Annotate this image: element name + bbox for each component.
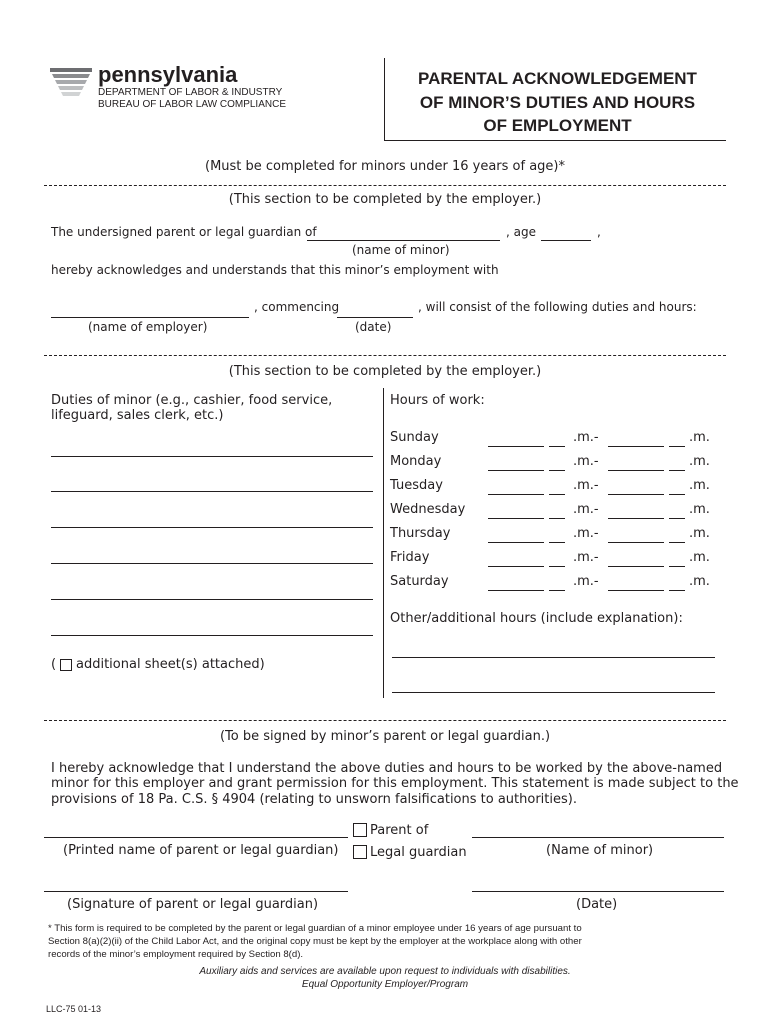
minor-name-field[interactable] [307, 240, 500, 241]
am-pm-to-label: .m. [689, 454, 710, 469]
am-pm-to-label: .m. [689, 478, 710, 493]
duties-label-line2: lifeguard, sales clerk, etc.) [51, 408, 224, 423]
footnote-line2: Section 8(a)(2)(ii) of the Child Labor Act, and the original copy must be kept by the employer at the workplace along with other [48, 936, 582, 947]
form-title-line1: PARENTAL ACKNOWLEDGEMENT [418, 69, 697, 88]
date-caption: (date) [355, 320, 392, 334]
form-title-line3: OF EMPLOYMENT [483, 116, 632, 135]
duties-line-4[interactable] [51, 563, 373, 564]
section-divider-1 [44, 185, 726, 186]
logo-wordmark: pennsylvania [98, 62, 238, 87]
statement-line1: I hereby acknowledge that I understand the above duties and hours to be worked by the above-named [51, 761, 723, 776]
equal-opportunity-note: Equal Opportunity Employer/Program [301, 979, 469, 990]
statement-line3: provisions of 18 Pa. C.S. § 4904 (relating to unsworn falsifications to authorities). [51, 792, 577, 807]
am-pm-to-label: .m. [689, 574, 710, 589]
signature-caption: (Signature of parent or legal guardian) [67, 897, 319, 912]
additional-paren: ( [51, 657, 57, 672]
day-label: Saturday [390, 574, 449, 589]
am-pm-from-label: .m.- [573, 454, 599, 469]
end-ampm-field[interactable] [669, 542, 685, 543]
footnote-line3: records of the minor’s employment required by Section 8(d). [48, 949, 304, 960]
am-pm-from-label: .m.- [573, 430, 599, 445]
pennsylvania-logo [48, 62, 298, 118]
start-ampm-field[interactable] [549, 470, 565, 471]
duties-hours-divider [383, 388, 384, 698]
am-pm-from-label: .m.- [573, 526, 599, 541]
commencing-date-field[interactable] [337, 317, 413, 318]
day-label: Sunday [390, 430, 439, 445]
am-pm-to-label: .m. [689, 526, 710, 541]
acknowledges-text: hereby acknowledges and understands that this minor’s employment with [51, 263, 499, 277]
other-hours-line-1[interactable] [392, 657, 715, 658]
am-pm-to-label: .m. [689, 430, 710, 445]
section-divider-3 [44, 720, 726, 721]
other-hours-label: Other/additional hours (include explanation): [390, 611, 683, 626]
am-pm-to-label: .m. [689, 550, 710, 565]
section-divider-2 [44, 355, 726, 356]
end-time-field[interactable] [608, 566, 664, 567]
signature-field[interactable] [44, 891, 348, 892]
department-name: DEPARTMENT OF LABOR & INDUSTRY [98, 87, 283, 98]
start-ampm-field[interactable] [549, 518, 565, 519]
start-ampm-field[interactable] [549, 590, 565, 591]
end-ampm-field[interactable] [669, 566, 685, 567]
duties-line-2[interactable] [51, 491, 373, 492]
day-label: Friday [390, 550, 430, 565]
start-time-field[interactable] [488, 494, 544, 495]
form-number: LLC-75 01-13 [46, 1004, 102, 1014]
additional-sheets-label: additional sheet(s) attached) [76, 657, 265, 672]
date-caption-2: (Date) [576, 897, 618, 912]
start-time-field[interactable] [488, 446, 544, 447]
end-time-field[interactable] [608, 470, 664, 471]
start-ampm-field[interactable] [549, 446, 565, 447]
am-pm-from-label: .m.- [573, 550, 599, 565]
am-pm-from-label: .m.- [573, 502, 599, 517]
duties-label-line1: Duties of minor (e.g., cashier, food service, [51, 393, 333, 408]
name-of-employer-caption: (name of employer) [88, 320, 208, 334]
start-ampm-field[interactable] [549, 494, 565, 495]
hours-of-work-label: Hours of work: [390, 393, 485, 408]
end-ampm-field[interactable] [669, 518, 685, 519]
duties-line-6[interactable] [51, 635, 373, 636]
age-comma: , [597, 225, 601, 239]
start-time-field[interactable] [488, 542, 544, 543]
end-ampm-field[interactable] [669, 446, 685, 447]
header-divider [384, 58, 385, 140]
day-label: Tuesday [390, 478, 443, 493]
day-label: Thursday [390, 526, 451, 541]
duties-line-5[interactable] [51, 599, 373, 600]
section1-heading: (This section to be completed by the employer.) [228, 192, 542, 207]
form-title-line2: OF MINOR’S DUTIES AND HOURS [419, 93, 696, 112]
auxiliary-aids-note: Auxiliary aids and services are available upon request to individuals with disabilities. [199, 966, 571, 977]
start-time-field[interactable] [488, 566, 544, 567]
duties-line-3[interactable] [51, 527, 373, 528]
keystone-icon [48, 64, 94, 100]
section3-heading: (To be signed by minor’s parent or legal guardian.) [219, 729, 551, 744]
minor-name-signature-field[interactable] [472, 837, 724, 838]
footnote-line1: * This form is required to be completed by the parent or legal guardian of a minor employee under 16 years of age pursuant to [48, 923, 582, 934]
commencing-label: , commencing [254, 300, 340, 314]
end-time-field[interactable] [608, 590, 664, 591]
age-field[interactable] [541, 240, 591, 241]
end-time-field[interactable] [608, 494, 664, 495]
day-label: Monday [390, 454, 442, 469]
employer-name-field[interactable] [51, 317, 249, 318]
start-time-field[interactable] [488, 518, 544, 519]
end-time-field[interactable] [608, 542, 664, 543]
start-ampm-field[interactable] [549, 542, 565, 543]
start-time-field[interactable] [488, 470, 544, 471]
printed-name-field[interactable] [44, 837, 348, 838]
end-ampm-field[interactable] [669, 494, 685, 495]
start-ampm-field[interactable] [549, 566, 565, 567]
age-requirement-note: (Must be completed for minors under 16 years of age)* [205, 159, 565, 174]
parent-of-checkbox[interactable] [353, 823, 367, 837]
end-time-field[interactable] [608, 518, 664, 519]
statement-line2: minor for this employer and grant permission for this employment. This statement is made subject to the [51, 776, 739, 791]
additional-sheets-checkbox[interactable] [60, 659, 72, 671]
am-pm-to-label: .m. [689, 502, 710, 517]
day-label: Wednesday [390, 502, 466, 517]
end-ampm-field[interactable] [669, 590, 685, 591]
am-pm-from-label: .m.- [573, 574, 599, 589]
section2-heading: (This section to be completed by the employer.) [228, 364, 542, 379]
end-ampm-field[interactable] [669, 470, 685, 471]
duties-line-1[interactable] [51, 456, 373, 457]
age-label: , age [506, 225, 536, 239]
parent-of-label: The undersigned parent or legal guardian of [51, 225, 317, 239]
other-hours-line-2[interactable] [392, 692, 715, 693]
date-field[interactable] [472, 891, 724, 892]
parent-of-label: Parent of [370, 823, 429, 838]
printed-name-caption: (Printed name of parent or legal guardian) [63, 843, 339, 858]
legal-guardian-label: Legal guardian [370, 845, 467, 860]
header-rule [384, 140, 726, 141]
consist-label: , will consist of the following duties and hours: [418, 300, 697, 314]
end-time-field[interactable] [608, 446, 664, 447]
am-pm-from-label: .m.- [573, 478, 599, 493]
legal-guardian-checkbox[interactable] [353, 845, 367, 859]
name-of-minor-caption: (name of minor) [352, 243, 450, 257]
bureau-name: BUREAU OF LABOR LAW COMPLIANCE [98, 99, 286, 110]
name-of-minor-caption-2: (Name of minor) [546, 843, 654, 858]
start-time-field[interactable] [488, 590, 544, 591]
